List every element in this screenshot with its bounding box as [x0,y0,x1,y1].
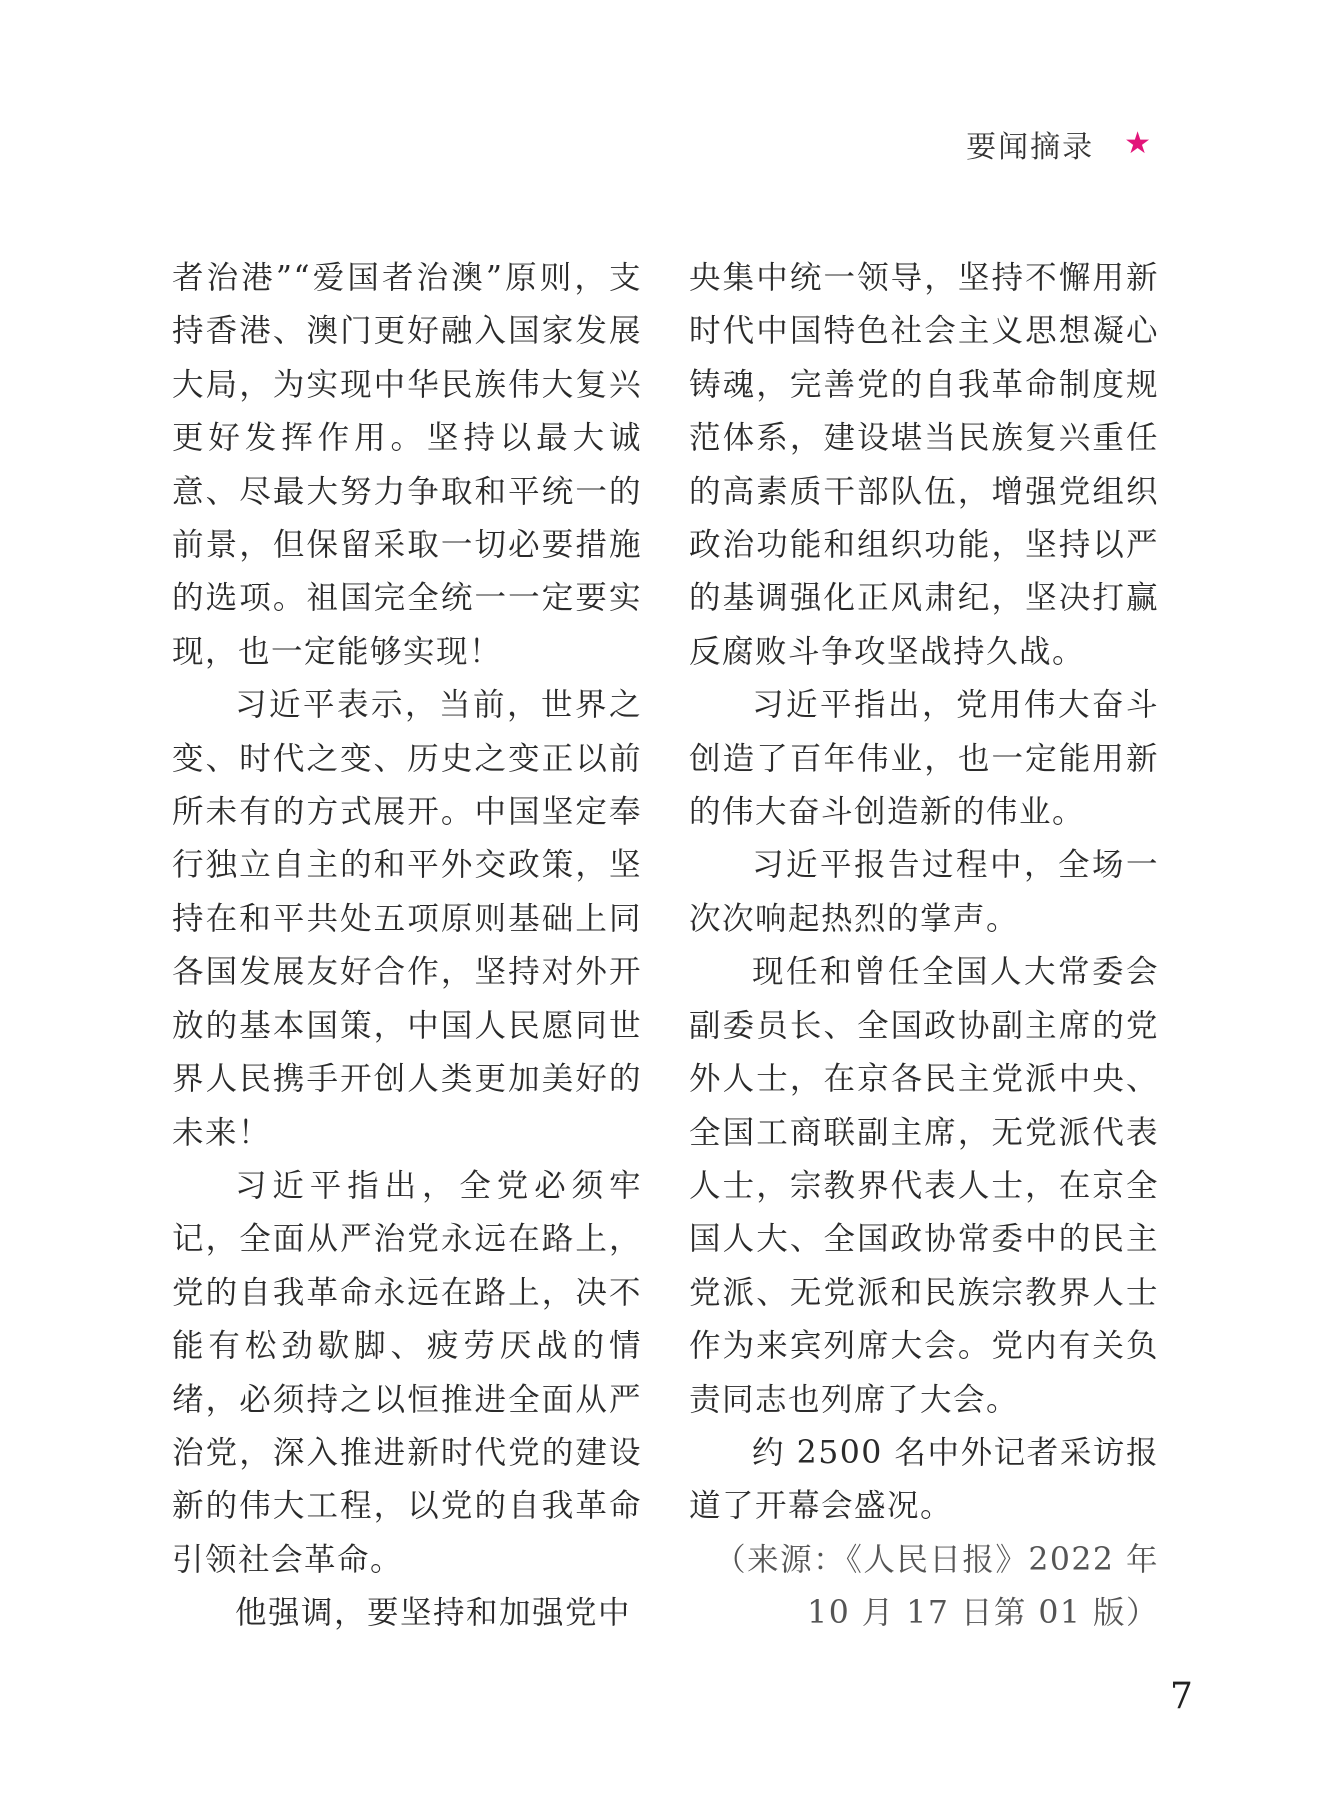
page-number: 7 [1170,1676,1193,1717]
paragraph: 约 2500 名中外记者采访报道了开幕会盛况。 [689,1434,1159,1525]
paragraph: 央集中统一领导，坚持不懈用新时代中国特色社会主义思想凝心铸魂，完善党的自我革命制度规范体系，建设堪当民族复兴重任的高素质干部队伍，增强党组织政治功能和组织功能，坚持以严的基调强化正风肃纪，坚决打赢反腐败斗争攻坚战持久战。 [689,260,1159,670]
paragraph: 习近平表示，当前，世界之变、时代之变、历史之变正以前所未有的方式展开。中国坚定奉行独立自主的和平外交政策，坚持在和平共处五项原则基础上同各国发展友好合作，坚持对外开放的基本国策，中国人民愿同世界人民携手开创人类更加美好的未来！ [172,687,642,1151]
left-column [172,252,642,1641]
section-title: 要闻摘录 [966,130,1095,165]
paragraph: 习近平指出，党用伟大奋斗创造了百年伟业，也一定能用新的伟大奋斗创造新的伟业。 [689,687,1159,831]
paragraph: 他强调，要坚持和加强党中 [235,1595,632,1632]
section-header [966,122,1153,166]
star-icon: ★ [1124,126,1153,161]
paragraph: 现任和曾任全国人大常委会副委员长、全国政协副主席的党外人士，在京各民主党派中央、全国工商联副主席，无党派代表人士，宗教界代表人士，在京全国人大、全国政协常委中的民主党派、无党派和民族宗教界人士作为来宾列席大会。党内有关负责同志也列席了大会。 [689,954,1159,1418]
paragraph: 习近平指出，全党必须牢记，全面从严治党永远在路上，党的自我革命永远在路上，决不能有松劲歇脚、疲劳厌战的情绪，必须持之以恒推进全面从严治党，深入推进新时代党的建设新的伟大工程，以党的自我革命引领社会革命。 [172,1167,642,1578]
paragraph: 习近平报告过程中，全场一次次响起热烈的掌声。 [689,847,1159,937]
source-citation: （来源：《人民日报》2022 年 10 月 17 日第 01 版） [714,1541,1159,1632]
paragraph: 者治港”“爱国者治澳”原则，支持香港、澳门更好融入国家发展大局，为实现中华民族伟大复兴更好发挥作用。坚持以最大诚意、尽最大努力争取和平统一的前景，但保留采取一切必要措施的选项。祖国完全统一一定要实现，也一定能够实现！ [172,260,642,670]
right-column [689,252,1159,1641]
